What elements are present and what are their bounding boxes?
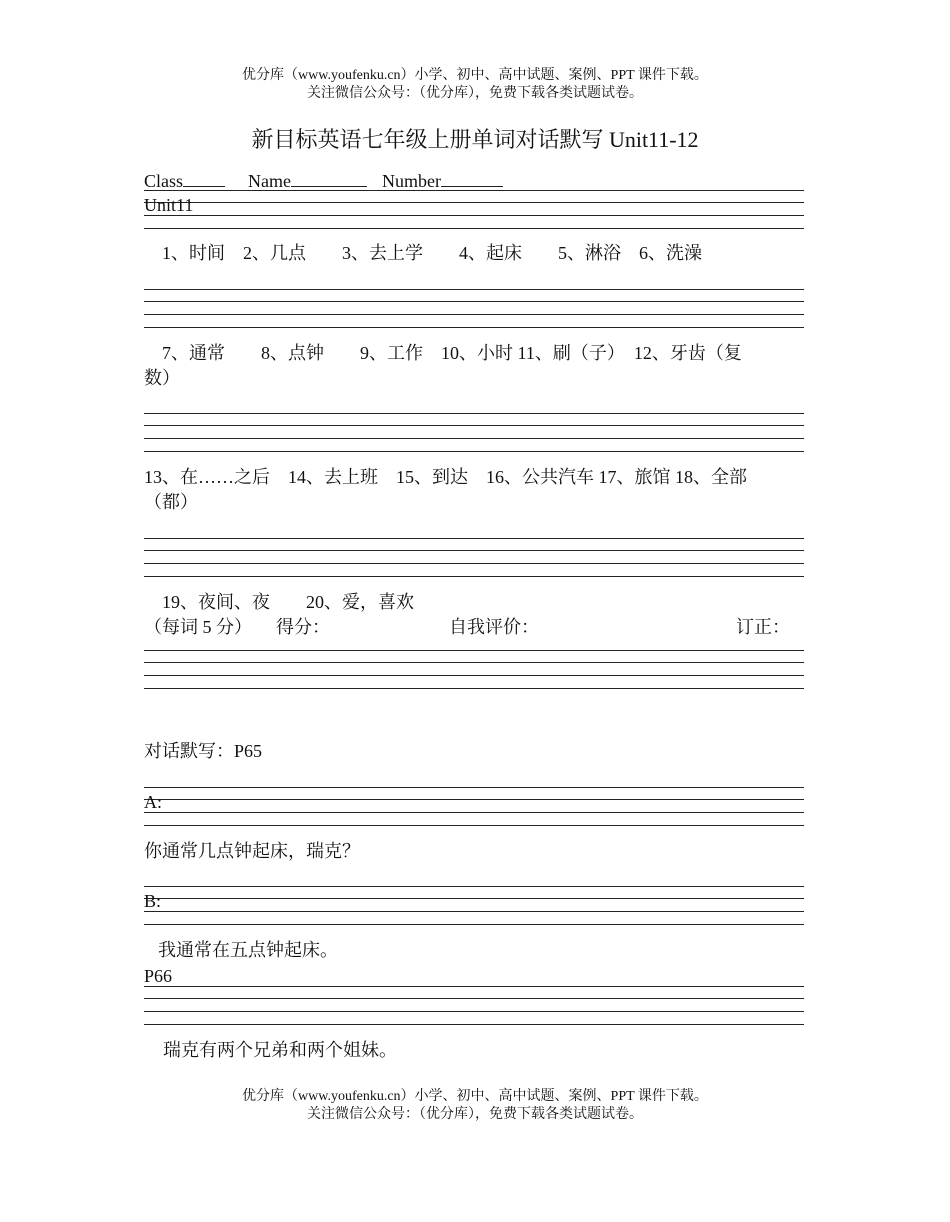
- writing-line: [144, 538, 804, 539]
- writing-line: [144, 799, 804, 800]
- writing-line: [144, 438, 804, 439]
- page-title: 新目标英语七年级上册单词对话默写 Unit11-12: [251, 127, 699, 152]
- writing-line: [144, 1024, 804, 1025]
- writing-lines-dialogue-a[interactable]: [144, 787, 804, 825]
- dialogue-p66-label: P66: [144, 966, 173, 986]
- header-line-1: 优分库（www.youfenku.cn）小学、初中、高中试题、案例、PPT 课件下载。: [242, 68, 708, 83]
- dialogue-speaker-a: A:: [144, 792, 162, 812]
- writing-line: [144, 650, 804, 651]
- scoring-correction-label: 订正：: [736, 617, 790, 637]
- writing-lines-row-2[interactable]: [144, 413, 804, 451]
- dialogue-a-prompt: 你通常几点钟起床，瑞克？: [144, 841, 360, 861]
- writing-lines-row-1[interactable]: [144, 289, 804, 327]
- writing-line: [144, 190, 804, 191]
- writing-lines-dialogue-b[interactable]: [144, 886, 804, 924]
- word-prompt-row-3: 13、在……之后 14、去上班 15、到达 16、公共汽车 17、旅馆 18、全部: [144, 467, 747, 487]
- writing-line: [144, 1011, 804, 1012]
- word-prompt-row-2-cont: 数）: [144, 368, 180, 388]
- writing-line: [144, 576, 804, 577]
- writing-line: [144, 675, 804, 676]
- writing-line: [144, 301, 804, 302]
- word-prompt-row-4: 19、夜间、夜 20、爱，喜欢: [162, 592, 414, 612]
- number-label: Number: [382, 171, 441, 191]
- header-line-2: 关注微信公众号：（优分库），免费下载各类试题试卷。: [307, 86, 643, 101]
- writing-line: [144, 986, 804, 987]
- word-prompt-row-3-cont: （都）: [144, 492, 198, 512]
- writing-line: [144, 550, 804, 551]
- writing-line: [144, 662, 804, 663]
- writing-line: [144, 327, 804, 328]
- scoring-score-label: 得分：: [276, 617, 330, 637]
- number-blank[interactable]: [441, 168, 503, 187]
- writing-line: [144, 202, 804, 203]
- dialogue-speaker-b: B:: [144, 891, 162, 911]
- writing-line: [144, 228, 804, 229]
- writing-lines-row-3[interactable]: [144, 538, 804, 576]
- writing-line: [144, 825, 804, 826]
- writing-line: [144, 898, 804, 899]
- dialogue-heading: 对话默写：P65: [144, 741, 263, 761]
- dialogue-p66-prompt: 瑞克有两个兄弟和两个姐妹。: [163, 1040, 397, 1060]
- writing-line: [144, 215, 804, 216]
- scoring-per-word: （每词 5 分）: [144, 617, 252, 637]
- writing-line: [144, 911, 804, 912]
- footer-line-1: 优分库（www.youfenku.cn）小学、初中、高中试题、案例、PPT 课件下载。: [242, 1089, 708, 1104]
- class-label: Class: [144, 171, 184, 191]
- writing-line: [144, 924, 804, 925]
- writing-line: [144, 998, 804, 999]
- name-label: Name: [248, 171, 291, 191]
- writing-lines-p66[interactable]: [144, 986, 804, 1024]
- name-blank[interactable]: [291, 168, 367, 187]
- writing-line: [144, 289, 804, 290]
- writing-line: [144, 886, 804, 887]
- word-prompt-row-1: 1、时间 2、几点 3、去上学 4、起床 5、淋浴 6、洗澡: [162, 243, 702, 263]
- writing-line: [144, 314, 804, 315]
- writing-line: [144, 425, 804, 426]
- writing-lines-row-4[interactable]: [144, 650, 804, 688]
- footer-line-2: 关注微信公众号：（优分库），免费下载各类试题试卷。: [307, 1107, 643, 1122]
- writing-line: [144, 688, 804, 689]
- unit-label: Unit11: [144, 195, 194, 215]
- writing-line: [144, 563, 804, 564]
- scoring-self-eval-label: 自我评价：: [449, 617, 539, 637]
- writing-line: [144, 787, 804, 788]
- word-prompt-row-2: 7、通常 8、点钟 9、工作 10、小时 11、刷（子） 12、牙齿（复: [162, 343, 742, 363]
- writing-line: [144, 451, 804, 452]
- writing-lines-unit-header[interactable]: [144, 190, 804, 228]
- writing-line: [144, 413, 804, 414]
- class-blank[interactable]: [183, 168, 225, 187]
- dialogue-b-prompt: 我通常在五点钟起床。: [158, 940, 338, 960]
- writing-line: [144, 812, 804, 813]
